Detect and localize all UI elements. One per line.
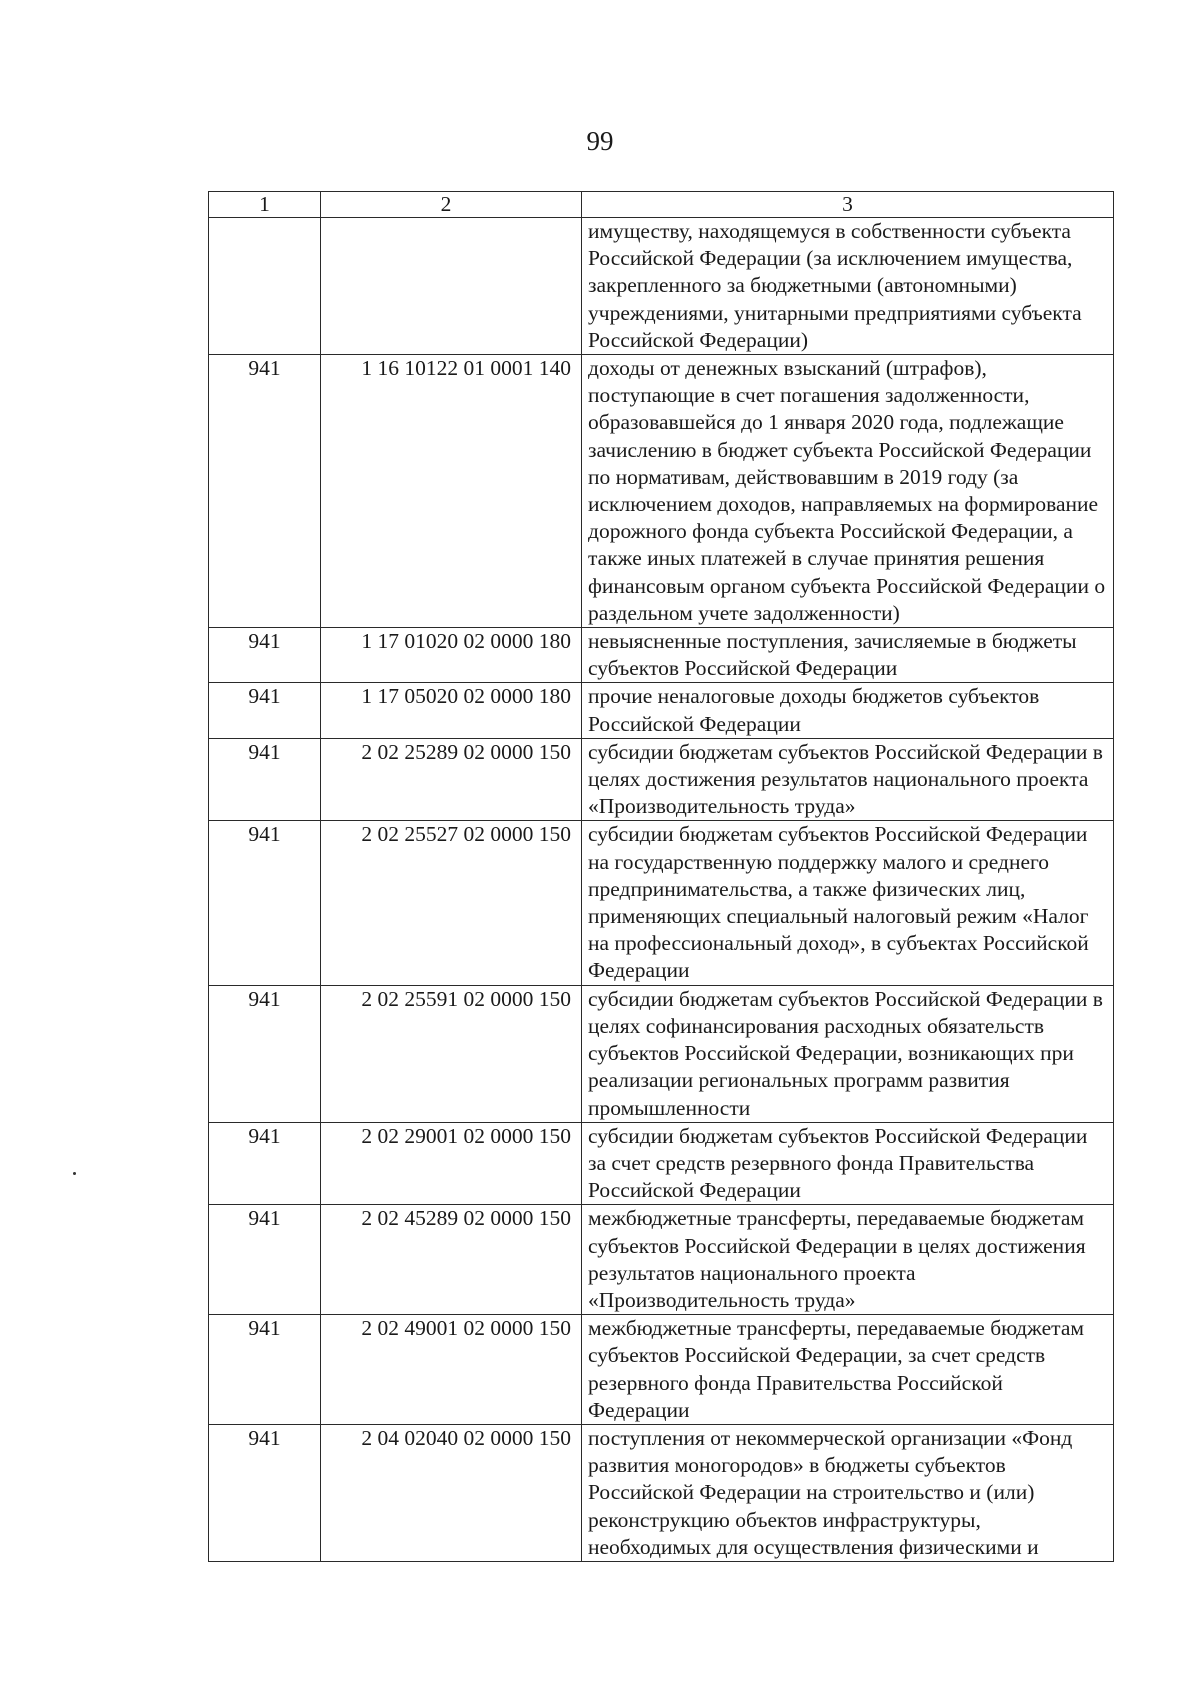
description-cell: прочие неналоговые доходы бюджетов субъектов Российской Федерации: [582, 683, 1114, 738]
admin-code-cell: 941: [209, 821, 321, 985]
description-cell: имуществу, находящемуся в собственности субъекта Российской Федерации (за исключением имущества, закрепленного за бюджетными (автономными) учреждениями, унитарными предприятиями субъекта Российской Федерации): [582, 218, 1114, 355]
description-cell: субсидии бюджетам субъектов Российской Федерации на государственную поддержку малого и среднего предпринимательства, а также физических лиц, применяющих специальный налоговый режим «Налог на профессиональный доход», в субъектах Российской Федерации: [582, 821, 1114, 985]
description-cell: поступления от некоммерческой организации «Фонд развития моногородов» в бюджеты субъектов Российской Федерации на строительство и (или) реконструкцию объектов инфраструктуры, необходимых для осуществления физическими и: [582, 1424, 1114, 1561]
budget-code-cell: 2 02 25527 02 0000 150: [321, 821, 582, 985]
budget-code-cell: 1 17 01020 02 0000 180: [321, 628, 582, 683]
admin-code-cell: 941: [209, 738, 321, 821]
table-row: [209, 1122, 1114, 1205]
admin-code-cell: 941: [209, 985, 321, 1122]
admin-code-cell: 941: [209, 1424, 321, 1561]
budget-code-cell: 2 02 25591 02 0000 150: [321, 985, 582, 1122]
table-row: [209, 355, 1114, 628]
table-row: [209, 1424, 1114, 1561]
table-row: [209, 985, 1114, 1122]
description-cell: межбюджетные трансферты, передаваемые бюджетам субъектов Российской Федерации, за счет средств резервного фонда Правительства Российской Федерации: [582, 1315, 1114, 1425]
budget-code-cell: 2 02 25289 02 0000 150: [321, 738, 582, 821]
table-row: [209, 218, 1114, 355]
budget-code-cell: 2 02 49001 02 0000 150: [321, 1315, 582, 1425]
table-row: [209, 683, 1114, 738]
admin-code-cell: 941: [209, 683, 321, 738]
admin-code-cell: 941: [209, 1205, 321, 1315]
admin-code-cell: 941: [209, 355, 321, 628]
header-col-1: 1: [209, 192, 321, 218]
description-cell: субсидии бюджетам субъектов Российской Федерации в целях достижения результатов национального проекта «Производительность труда»: [582, 738, 1114, 821]
description-cell: субсидии бюджетам субъектов Российской Федерации в целях софинансирования расходных обязательств субъектов Российской Федерации, возникающих при реализации региональных программ развития промышленности: [582, 985, 1114, 1122]
description-cell: межбюджетные трансферты, передаваемые бюджетам субъектов Российской Федерации в целях достижения результатов национального проекта «Производительность труда»: [582, 1205, 1114, 1315]
table-row: [209, 1205, 1114, 1315]
table-row: [209, 628, 1114, 683]
description-cell: субсидии бюджетам субъектов Российской Федерации за счет средств резервного фонда Правительства Российской Федерации: [582, 1122, 1114, 1205]
table-header: [209, 192, 1114, 218]
admin-code-cell: 941: [209, 1122, 321, 1205]
budget-code-cell: 1 17 05020 02 0000 180: [321, 683, 582, 738]
admin-code-cell: 941: [209, 628, 321, 683]
header-row: [209, 192, 1114, 218]
table-row: [209, 821, 1114, 985]
header-col-2: 2: [321, 192, 582, 218]
description-cell: доходы от денежных взысканий (штрафов), поступающие в счет погашения задолженности, образовавшейся до 1 января 2020 года, подлежащие зачислению в бюджет субъекта Российской Федерации по нормативам, действовавшим в 2019 году (за исключением доходов, направляемых на формирование дорожного фонда субъекта Российской Федерации, а также иных платежей в случае принятия решения финансовым органом субъекта Российской Федерации о раздельном учете задолженности): [582, 355, 1114, 628]
scan-speck: [73, 1172, 76, 1175]
description-cell: невыясненные поступления, зачисляемые в бюджеты субъектов Российской Федерации: [582, 628, 1114, 683]
budget-code-cell: 1 16 10122 01 0001 140: [321, 355, 582, 628]
budget-code-cell: [321, 218, 582, 355]
admin-code-cell: 941: [209, 1315, 321, 1425]
table-row: [209, 738, 1114, 821]
page-number: 99: [586, 126, 614, 156]
admin-code-cell: [209, 218, 321, 355]
header-col-3: 3: [582, 192, 1114, 218]
revenue-codes-table: [208, 191, 1114, 1562]
budget-code-cell: 2 02 45289 02 0000 150: [321, 1205, 582, 1315]
table-row: [209, 1315, 1114, 1425]
budget-code-cell: 2 04 02040 02 0000 150: [321, 1424, 582, 1561]
table-body: [209, 218, 1114, 1562]
budget-code-cell: 2 02 29001 02 0000 150: [321, 1122, 582, 1205]
